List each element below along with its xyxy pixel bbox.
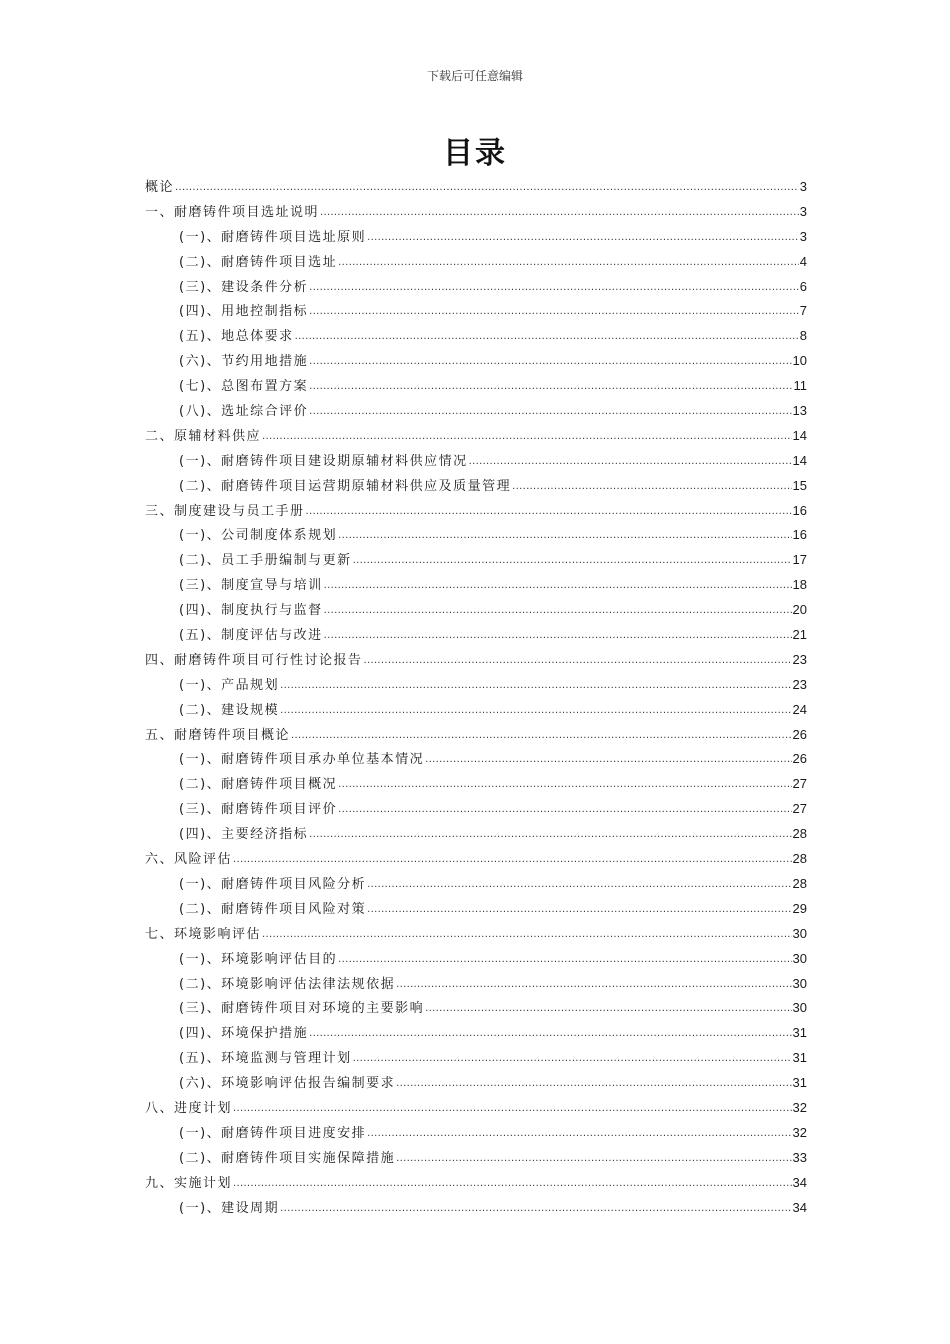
toc-entry[interactable] [145,1046,807,1071]
toc-dot-leader [295,324,799,350]
toc-entry-page: 27 [792,801,807,817]
toc-entry[interactable] [145,897,807,922]
toc-dot-leader [367,1121,791,1147]
toc-dot-leader [396,1146,791,1172]
toc-entry-text: (五)、制度评估与改进 [179,628,323,644]
toc-entry-text: 一、耐磨铸件项目选址说明 [145,204,320,220]
toc-entry[interactable] [145,996,807,1021]
toc-entry-page: 28 [792,875,807,891]
toc-entry[interactable] [145,623,807,648]
toc-entry-page: 16 [792,502,807,518]
toc-entry-text: (二)、建设规模 [179,702,280,718]
toc-entry[interactable] [145,499,807,524]
toc-entry-text: (七)、总图布置方案 [179,379,309,395]
toc-entry[interactable] [145,299,807,324]
toc-dot-leader [364,648,792,674]
toc-dot-leader [367,897,791,923]
toc-dot-leader [309,822,791,848]
toc-dot-leader [324,623,792,649]
toc-entry[interactable] [145,872,807,897]
toc-entry[interactable] [145,797,807,822]
toc-entry[interactable] [145,947,807,972]
toc-entry-page: 29 [792,900,807,916]
toc-entry[interactable] [145,573,807,598]
toc-dot-leader [262,424,792,450]
toc-entry[interactable] [145,175,807,200]
toc-entry[interactable] [145,822,807,847]
toc-entry-text: (六)、环境影响评估报告编制要求 [179,1076,396,1092]
toc-entry[interactable] [145,474,807,499]
toc-dot-leader [338,797,791,823]
toc-entry-page: 32 [792,1099,807,1115]
toc-entry[interactable] [145,972,807,997]
toc-entry-text: (四)、环境保护措施 [179,1026,309,1042]
toc-entry-page: 3 [799,228,807,244]
toc-entry-page: 6 [799,278,807,294]
toc-entry-text: (二)、耐磨铸件项目概况 [179,777,338,793]
toc-dot-leader [396,1071,791,1097]
toc-entry[interactable] [145,275,807,300]
toc-entry[interactable] [145,1196,807,1221]
toc-entry-page: 34 [792,1174,807,1190]
toc-entry[interactable] [145,772,807,797]
toc-entry[interactable] [145,598,807,623]
toc-entry-text: 八、进度计划 [145,1100,233,1116]
toc-entry-page: 28 [792,826,807,842]
toc-entry-text: (二)、耐磨铸件项目选址 [179,254,338,270]
toc-entry[interactable] [145,1071,807,1096]
toc-entry-text: (二)、环境影响评估法律法规依据 [179,976,396,992]
toc-entry[interactable] [145,673,807,698]
toc-dot-leader [309,349,791,375]
toc-entry-page: 3 [799,179,807,194]
toc-entry[interactable] [145,250,807,275]
toc-entry[interactable] [145,399,807,424]
toc-dot-leader [280,1196,791,1222]
toc-entry-text: (二)、员工手册编制与更新 [179,553,352,569]
toc-dot-leader [233,1171,792,1197]
toc-entry[interactable] [145,200,807,225]
toc-dot-leader [280,698,791,724]
toc-entry-page: 30 [792,975,807,991]
toc-entry-text: (二)、耐磨铸件项目实施保障措施 [179,1150,396,1166]
toc-entry-page: 3 [799,203,807,219]
toc-entry-page: 21 [792,627,807,643]
toc-entry-text: (四)、制度执行与监督 [179,603,323,619]
toc-dot-leader [338,947,791,973]
toc-entry-text: (二)、耐磨铸件项目风险对策 [179,901,367,917]
toc-dot-leader [324,598,792,624]
toc-entry-text: 三、制度建设与员工手册 [145,503,305,519]
toc-dot-leader [367,872,791,898]
toc-entry-page: 7 [799,303,807,319]
toc-entry-text: (三)、制度宣导与培训 [179,578,323,594]
toc-entry-page: 10 [792,353,807,369]
toc-entry-text: (四)、用地控制指标 [179,304,309,320]
toc-entry-page: 13 [792,403,807,419]
toc-entry-page: 8 [799,328,807,344]
toc-entry-text: (四)、主要经济指标 [179,827,309,843]
toc-entry[interactable] [145,847,807,872]
toc-entry[interactable] [145,698,807,723]
toc-entry-page: 28 [792,851,807,867]
toc-entry-page: 30 [792,1000,807,1016]
toc-entry-text: 四、耐磨铸件项目可行性讨论报告 [145,652,363,668]
toc-dot-leader [175,175,799,201]
toc-entry[interactable] [145,1171,807,1196]
toc-entry-text: (三)、耐磨铸件项目评价 [179,802,338,818]
toc-entry-page: 33 [792,1149,807,1165]
toc-entry[interactable] [145,349,807,374]
toc-entry-page: 17 [792,552,807,568]
toc-entry-text: (一)、耐磨铸件项目进度安排 [179,1125,367,1141]
toc-dot-leader [309,275,799,301]
toc-entry-text: 二、原辅材料供应 [145,428,262,444]
toc-entry-page: 30 [792,925,807,941]
toc-dot-leader [309,299,799,325]
toc-entry-text: (三)、建设条件分析 [179,279,309,295]
toc-entry[interactable] [145,523,807,548]
toc-dot-leader [280,673,791,699]
toc-entry-text: (一)、建设周期 [179,1200,280,1216]
toc-entry-page: 23 [792,676,807,692]
toc-entry-page: 31 [792,1025,807,1041]
toc-entry-text: 六、风险评估 [145,852,233,868]
toc-dot-leader [320,200,799,226]
toc-dot-leader [353,1046,792,1072]
toc-entry-text: (五)、地总体要求 [179,329,294,345]
toc-entry[interactable] [145,225,807,250]
toc-entry-text: (二)、耐磨铸件项目运营期原辅材料供应及质量管理 [179,478,512,494]
toc-dot-leader [324,573,792,599]
toc-dot-leader [425,996,791,1022]
toc-entry-text: (五)、环境监测与管理计划 [179,1051,352,1067]
toc-entry-page: 15 [792,477,807,493]
toc-entry-text: (三)、耐磨铸件项目对环境的主要影响 [179,1001,425,1017]
toc-entry-text: 九、实施计划 [145,1175,233,1191]
toc-entry-page: 20 [792,602,807,618]
toc-entry-text: (一)、耐磨铸件项目建设期原辅材料供应情况 [179,453,468,469]
toc-entry-text: (六)、节约用地措施 [179,354,309,370]
toc-dot-leader [309,374,792,400]
table-of-contents [145,175,807,1220]
toc-entry-page: 30 [792,950,807,966]
toc-dot-leader [291,723,792,749]
toc-entry[interactable] [145,449,807,474]
toc-dot-leader [338,250,799,276]
toc-entry-page: 26 [792,751,807,767]
toc-entry-text: (一)、环境影响评估目的 [179,951,338,967]
toc-dot-leader [469,449,792,475]
toc-entry-page: 11 [793,378,807,394]
toc-entry[interactable] [145,648,807,673]
toc-entry-page: 14 [792,427,807,443]
toc-entry[interactable] [145,1021,807,1046]
toc-dot-leader [309,1021,791,1047]
toc-entry-text: 概论 [145,180,175,195]
toc-entry-page: 14 [792,452,807,468]
toc-entry[interactable] [145,1096,807,1121]
toc-entry-page: 26 [792,726,807,742]
toc-entry-page: 24 [792,701,807,717]
toc-entry-text: (一)、产品规划 [179,677,280,693]
toc-entry-page: 34 [792,1199,807,1215]
toc-entry[interactable] [145,548,807,573]
toc-entry[interactable] [145,374,807,399]
toc-entry-page: 31 [792,1075,807,1091]
toc-dot-leader [262,922,792,948]
toc-entry-page: 32 [792,1124,807,1140]
toc-entry-text: (一)、公司制度体系规划 [179,528,338,544]
toc-entry-text: (一)、耐磨铸件项目风险分析 [179,876,367,892]
toc-dot-leader [512,474,791,500]
toc-entry-text: (八)、选址综合评价 [179,404,309,420]
toc-entry-page: 18 [792,577,807,593]
toc-entry[interactable] [145,324,807,349]
toc-dot-leader [309,399,791,425]
toc-dot-leader [353,548,792,574]
toc-entry[interactable] [145,424,807,449]
toc-entry-page: 16 [792,527,807,543]
toc-entry-page: 23 [792,651,807,667]
toc-entry[interactable] [145,723,807,748]
toc-dot-leader [306,499,792,525]
toc-entry-text: 五、耐磨铸件项目概论 [145,727,291,743]
toc-entry[interactable] [145,1146,807,1171]
toc-entry[interactable] [145,922,807,947]
toc-entry-page: 31 [792,1050,807,1066]
toc-entry-page: 4 [799,253,807,269]
toc-entry-page: 27 [792,776,807,792]
toc-dot-leader [233,847,792,873]
toc-entry[interactable] [145,1121,807,1146]
toc-dot-leader [396,972,791,998]
toc-entry-text: (一)、耐磨铸件项目选址原则 [179,229,367,245]
toc-dot-leader [233,1096,792,1122]
header-note: 下载后可任意编辑 [426,69,523,83]
page-title: 目录 [443,136,507,171]
toc-dot-leader [338,523,791,549]
toc-entry-text: 七、环境影响评估 [145,926,262,942]
toc-entry[interactable] [145,747,807,772]
toc-dot-leader [367,225,799,251]
toc-dot-leader [425,747,791,773]
toc-dot-leader [338,772,791,798]
toc-entry-text: (一)、耐磨铸件项目承办单位基本情况 [179,752,425,768]
